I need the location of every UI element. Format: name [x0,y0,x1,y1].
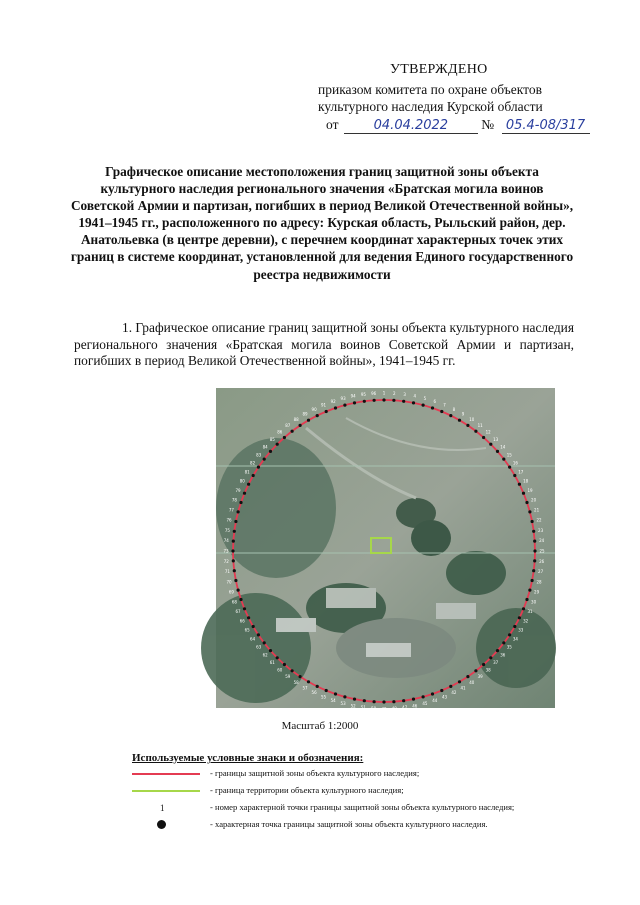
point-number-label: 56 [311,690,317,696]
point-number-label: 68 [231,599,237,605]
point-marker [276,656,279,659]
point-marker [363,699,366,702]
point-number-label: 93 [340,395,346,401]
legend-item-point-dot [132,819,612,836]
point-marker [392,700,395,703]
point-number-label: 52 [350,703,356,709]
point-number-label: 64 [250,636,256,642]
point-number-label: 17 [518,469,524,475]
point-number-label: 35 [506,644,512,650]
point-number-label: 22 [536,517,542,523]
point-marker [263,458,266,461]
legend-text: - характерная точка границы защитной зоны объекта культурного наследия. [210,819,488,829]
point-marker [373,700,376,703]
point-number-label: 76 [226,517,232,523]
point-marker [431,406,434,409]
point-marker [449,414,452,417]
point-number-label: 10 [469,417,475,423]
point-marker [496,649,499,652]
point-marker [243,607,246,610]
point-number-label: 24 [539,538,545,544]
approval-date: 04.04.2022 [344,118,478,134]
point-number-label: 25 [539,548,545,554]
point-number-label: 43 [441,694,448,700]
point-number-label: 90 [311,406,317,412]
point-number-label: 40 [469,679,475,685]
point-marker [373,399,376,402]
point-marker [482,663,485,666]
point-marker [231,549,234,552]
point-marker [334,406,337,409]
point-marker [299,424,302,427]
point-marker [482,436,485,439]
point-number-label: 47 [402,705,408,711]
point-number-label: 69 [228,589,234,595]
point-marker [316,685,319,688]
point-marker [489,656,492,659]
point-marker [528,589,531,592]
point-marker [440,689,443,692]
point-marker [239,501,242,504]
description-paragraph: 1. Графическое описание границ защитной зоны объекта культурного наследия регионального значения «Братская могила воинов Советской Армии и партизан, погибших в период Великой Отечественной войны», 1941–1945 гг. [74,320,574,369]
legend-text: - границы защитной зоны объекта культурного наследия; [210,768,420,778]
point-marker [466,424,469,427]
satellite-map [216,388,555,712]
legend [132,752,612,836]
point-marker [257,633,260,636]
point-marker [237,510,240,513]
point-marker [325,410,328,413]
point-number-label: 50 [371,706,377,712]
point-number-label: 19 [527,488,533,493]
point-number-label: 92 [330,398,336,404]
point-number-label: 65 [244,627,250,633]
point-marker [508,633,511,636]
point-marker [237,589,240,592]
document-title: Графическое описание местоположения границ защитной зоны объекта культурного наследия регионального значения «Братская могила воинов Советской Армии и партизан, погибших в период Великой Отечественной войны», 1941–1945 гг., расположенного по адресу: Курская область, Рыльский район, дер. Анатольевка (в центре деревни), с перечнем координат характерных точек этих границ в системе координат, установленной для ведения Единого государственного реестра недвижимости [70,164,574,282]
legend-text: - номер характерной точки границы защитной зоны объекта культурного наследия; [210,802,515,812]
point-marker [257,466,260,469]
point-number-label: 12 [485,429,491,435]
point-number-label: 61 [269,660,275,666]
point-number-label: 60 [277,667,283,673]
approval-title: УТВЕРЖДЕНО [390,62,488,77]
point-marker [283,436,286,439]
point-number-label: 87 [285,423,291,429]
point-marker [431,692,434,695]
legend-heading: Используемые условные знаки и обозначения: [132,752,364,764]
point-number-label: 3 [403,391,406,397]
point-number-label: 84 [262,444,268,450]
point-number-label: 42 [451,690,457,696]
point-marker [402,699,405,702]
point-number-label: 34 [512,636,518,642]
point-number-label: 13 [493,436,499,442]
point-marker [474,430,477,433]
point-number-label: 89 [302,411,308,417]
point-marker [525,501,528,504]
point-number-label: 8 [452,406,456,412]
point-marker [513,625,516,628]
point-marker [528,510,531,513]
point-number-label: 38 [485,667,491,673]
point-number-label: 44 [432,698,438,704]
point-number-label: 15 [506,452,512,458]
point-number-label: 86 [277,429,283,435]
point-number-label: 5 [423,395,427,401]
point-marker [466,675,469,678]
point-number-label: 21 [534,507,540,513]
point-marker [269,450,272,453]
point-marker [353,401,356,404]
point-marker [353,698,356,701]
point-number-label: 33 [518,627,524,633]
green-line-symbol [132,790,200,792]
point-number-label: 95 [360,391,366,397]
point-marker [496,450,499,453]
point-marker [233,530,236,533]
point-number-label: 58 [293,679,299,685]
point-number-label: 46 [412,703,418,709]
point-number-label: 67 [235,609,241,614]
point-number-label: 23 [538,527,544,533]
point-marker [232,540,235,543]
point-number-label: 31 [527,609,533,614]
point-number-label: 74 [223,538,229,544]
point-number-symbol: 1 [160,803,165,813]
point-marker [525,598,528,601]
point-number-label: 1 [382,390,386,396]
point-marker [299,675,302,678]
point-marker [307,419,310,422]
point-marker [489,443,492,446]
point-marker [269,649,272,652]
point-marker [458,680,461,683]
point-marker [533,549,536,552]
point-marker [363,400,366,403]
point-number-label: 62 [262,652,268,658]
point-marker [252,474,255,477]
point-number-label: 4 [413,393,417,399]
point-number-label: 53 [340,701,346,707]
point-number-label: 88 [293,417,299,423]
point-number-label: 30 [531,599,537,605]
point-number-label: 36 [500,652,506,658]
red-line-symbol [132,773,200,775]
point-number-label: 85 [269,436,275,442]
point-number-label: 83 [256,452,262,458]
point-number-label: 26 [539,558,545,564]
point-number-label: 55 [320,694,327,700]
point-number-label: 2 [393,390,396,396]
point-number-label: 18 [523,478,529,484]
point-number-label: 20 [531,497,537,503]
point-number-label: 37 [493,660,499,666]
point-marker [449,685,452,688]
approval-date-number [326,117,590,134]
point-number-label: 66 [239,618,245,624]
point-marker [474,669,477,672]
point-marker [263,641,266,644]
point-marker [382,398,385,401]
point-number-label: 73 [223,548,229,554]
number-label: № [481,117,495,132]
point-number-label: 14 [500,444,506,450]
point-marker [412,401,415,404]
point-marker [518,616,521,619]
point-marker [343,695,346,698]
point-marker [522,607,525,610]
point-marker [252,625,255,628]
point-number-label: 32 [523,618,529,624]
point-marker [458,419,461,422]
point-marker [334,692,337,695]
point-number-label: 39 [477,673,483,679]
point-marker [502,458,505,461]
map-image [216,388,555,712]
point-number-label: 11 [477,423,483,429]
point-marker [508,466,511,469]
point-number-label: 7 [443,402,446,408]
point-number-label: 96 [371,390,377,396]
point-number-label: 59 [285,673,291,679]
point-number-label: 72 [223,558,229,564]
point-marker [533,559,536,562]
point-number-label: 54 [330,698,336,704]
point-number-label: 27 [538,569,544,575]
point-marker [234,520,237,523]
point-number-label: 81 [244,469,250,475]
point-number-label: 94 [350,393,356,399]
legend-item-object-territory [132,785,612,802]
point-marker [232,559,235,562]
point-marker [283,663,286,666]
point-marker [247,616,250,619]
point-marker [243,492,246,495]
point-number-label: 63 [256,644,262,650]
point-marker [234,579,237,582]
point-number-label: 6 [433,398,437,404]
legend-item-protection-zone [132,768,612,785]
point-marker [392,399,395,402]
point-marker [325,689,328,692]
point-marker [402,400,405,403]
point-number-label: 70 [226,579,232,585]
point-number-label: 49 [381,706,387,712]
point-number-label: 57 [302,685,308,691]
point-number-label: 28 [536,579,542,585]
point-marker [316,414,319,417]
point-number-label: 75 [224,527,230,533]
from-label: от [326,117,339,132]
point-marker [291,430,294,433]
point-marker [513,474,516,477]
black-dot-symbol [157,820,166,829]
point-marker [518,483,521,486]
point-marker [533,540,536,543]
point-number-label: 77 [228,507,234,513]
point-number-label: 91 [320,402,327,408]
point-marker [233,569,236,572]
point-marker [276,443,279,446]
point-number-label: 71 [224,569,230,575]
point-marker [531,579,534,582]
point-marker [291,669,294,672]
scale-label: Масштаб 1:2000 [281,720,359,732]
approval-line-2: культурного наследия Курской области [318,99,543,114]
point-number-label: 9 [461,411,465,417]
point-marker [412,698,415,701]
point-marker [382,700,385,703]
approval-number: 05.4-08/317 [502,118,590,134]
point-marker [422,695,425,698]
point-marker [531,520,534,523]
point-marker [422,404,425,407]
point-marker [522,492,525,495]
legend-text: - граница территории объекта культурного наследия; [210,785,404,795]
point-number-label: 41 [460,685,466,691]
legend-item-point-number [132,802,612,819]
point-number-label: 16 [512,460,518,466]
point-number-label: 29 [534,589,540,595]
point-marker [239,598,242,601]
approval-line-1: приказом комитета по охране объектов [318,82,542,97]
point-marker [440,410,443,413]
point-number-label: 82 [250,460,256,466]
point-number-label: 80 [239,478,245,484]
point-number-label: 79 [235,488,241,493]
point-number-label: 48 [391,706,397,712]
point-marker [502,641,505,644]
point-marker [532,569,535,572]
point-number-label: 78 [231,497,237,503]
point-number-label: 51 [360,705,366,711]
point-marker [343,404,346,407]
point-marker [532,530,535,533]
point-number-label: 45 [422,701,428,707]
point-marker [247,483,250,486]
point-marker [307,680,310,683]
